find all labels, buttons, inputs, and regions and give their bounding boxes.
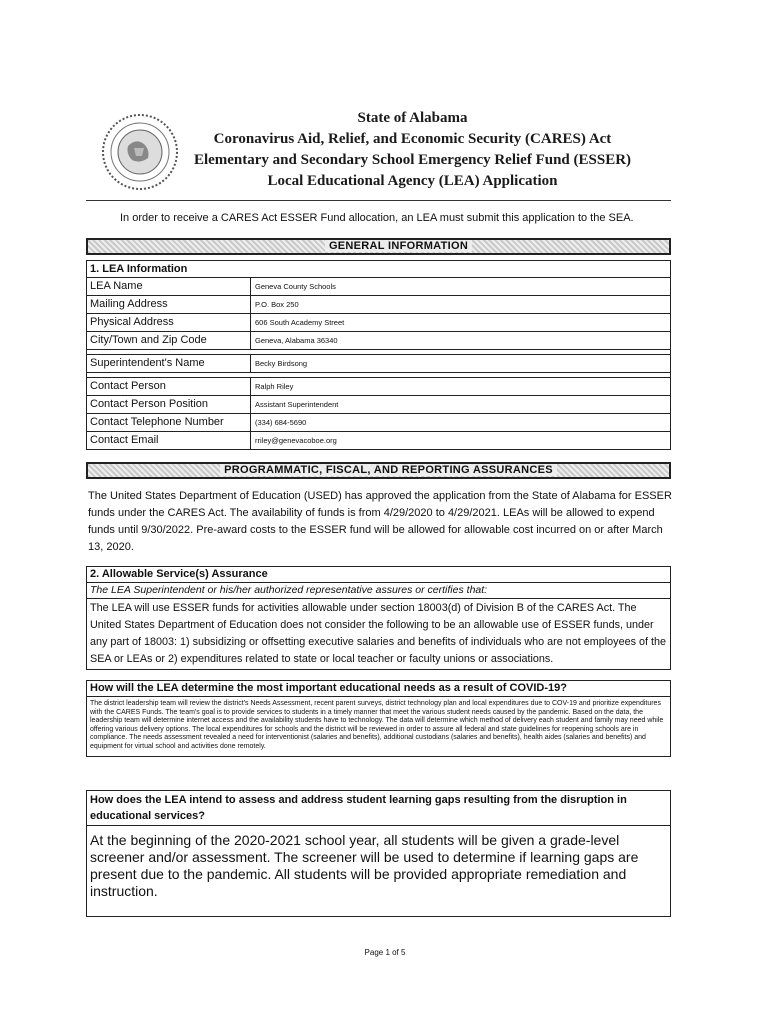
field-label: Contact Person Position	[87, 396, 251, 413]
document-title-block	[190, 108, 635, 192]
physical-address-value[interactable]: 606 South Academy Street	[255, 318, 345, 327]
superintendent-name-value[interactable]: Becky Birdsong	[255, 359, 308, 368]
contact-email-value[interactable]: rriley@genevacoboe.org	[255, 436, 337, 445]
lea-name-value[interactable]: Geneva County Schools	[255, 282, 336, 291]
table-row	[87, 332, 670, 350]
contact-phone-value[interactable]: (334) 684-5690	[255, 418, 307, 427]
table-row	[87, 396, 670, 414]
header-divider	[86, 200, 671, 201]
state-seal-icon	[100, 112, 180, 192]
field-label: City/Town and Zip Code	[87, 332, 251, 349]
field-label: Contact Email	[87, 432, 251, 449]
allowable-services-body: The LEA will use ESSER funds for activities allowable under section 18003(d) of Division B of the CARES Act. The United States Department of Education does not consider the following to be an allowable use of ESSER funds, under any part of 18003: 1) subsidizing or offsetting executive salaries and benefits of individuals who are not employees of the SEA or LEAs or 2) expenditures related to state or local teacher or faculty unions or associations.	[90, 602, 666, 665]
table-row	[87, 414, 670, 432]
general-information-heading: GENERAL INFORMATION	[325, 240, 472, 252]
page-number: Page 1 of 5	[364, 948, 406, 957]
intro-text: In order to receive a CARES Act ESSER Fund allocation, an LEA must submit this application to the SEA.	[120, 212, 634, 224]
learning-gaps-answer[interactable]: At the beginning of the 2020-2021 school year, all students will be given a grade-level screener and/or assessment. The screener will be used to determine if learning gaps are present due to the pandemic. All students will be provided appropriate remediation and instruction.	[90, 832, 639, 899]
field-label: Contact Telephone Number	[87, 414, 251, 431]
table-row	[87, 314, 670, 332]
allowable-services-section	[86, 566, 671, 670]
assurances-banner	[86, 462, 671, 479]
table-row	[87, 377, 670, 396]
assurances-heading: PROGRAMMATIC, FISCAL, AND REPORTING ASSURANCES	[220, 464, 557, 476]
lea-information-table	[86, 260, 671, 450]
field-label: Superintendent's Name	[87, 355, 251, 372]
table-row	[87, 354, 670, 373]
field-label: Physical Address	[87, 314, 251, 331]
educational-needs-answer[interactable]: The district leadership team will review the district's Needs Assessment, recent parent surveys, district technology plan and local expenditures due to COV-19 and prioritize expenditures with the CARES Funds. The team's goal is to provide services to students in a timely manner that meet the various student needs caused by the pandemic. Based on the data, the leadership team will determine internet access and the availability students have to technology. The data will determine which method of delivery each student and family may need while offering various delivery options. The local expenditures for schools and the district will be reviewed in order to assure all federal and state guidelines for reopening schools are in compliance. The needs assessment revealed a need for interventionist (salaries and benefits), additional custodians (salaries and benefits), health aides (salaries and benefits) and equipment for virtual school and activities done remotely.	[90, 700, 664, 750]
mailing-address-value[interactable]: P.O. Box 250	[255, 300, 299, 309]
table-row	[87, 432, 670, 449]
lea-information-title: 1. LEA Information	[87, 261, 670, 278]
title-line-fund: Elementary and Secondary School Emergency Relief Fund (ESSER)	[193, 152, 632, 168]
contact-position-value[interactable]: Assistant Superintendent	[255, 400, 339, 409]
educational-needs-question: How will the LEA determine the most important educational needs as a result of COVID-19?	[87, 681, 670, 697]
learning-gaps-question: How does the LEA intend to assess and address student learning gaps resulting from the disruption in educational services?	[87, 791, 670, 826]
field-label: Contact Person	[87, 378, 251, 395]
general-information-banner	[86, 238, 671, 255]
title-line-act: Coronavirus Aid, Relief, and Economic Security (CARES) Act	[213, 131, 612, 147]
field-label: Mailing Address	[87, 296, 251, 313]
table-row	[87, 296, 670, 314]
allowable-services-certification: The LEA Superintendent or his/her authorized representative assures or certifies that:	[87, 583, 670, 599]
contact-person-value[interactable]: Ralph Riley	[255, 382, 294, 391]
allowable-services-title: 2. Allowable Service(s) Assurance	[87, 567, 670, 583]
title-line-application: Local Educational Agency (LEA) Application	[267, 173, 558, 189]
field-label: LEA Name	[87, 278, 251, 295]
educational-needs-section	[86, 680, 671, 757]
learning-gaps-section	[86, 790, 671, 917]
table-row	[87, 278, 670, 296]
city-zip-value[interactable]: Geneva, Alabama 36340	[255, 336, 338, 345]
title-line-state: State of Alabama	[357, 110, 468, 126]
assurances-paragraph: The United States Department of Education (USED) has approved the application from the State of Alabama for ESSER funds under the CARES Act. The availability of funds is from 4/29/2020 to 4/29/2021. LEAs will be allowed to expend funds until 9/30/2022. Pre-award costs to the ESSER fund will be allowed for allowable cost incurred on or after March 13, 2020.	[88, 490, 672, 553]
